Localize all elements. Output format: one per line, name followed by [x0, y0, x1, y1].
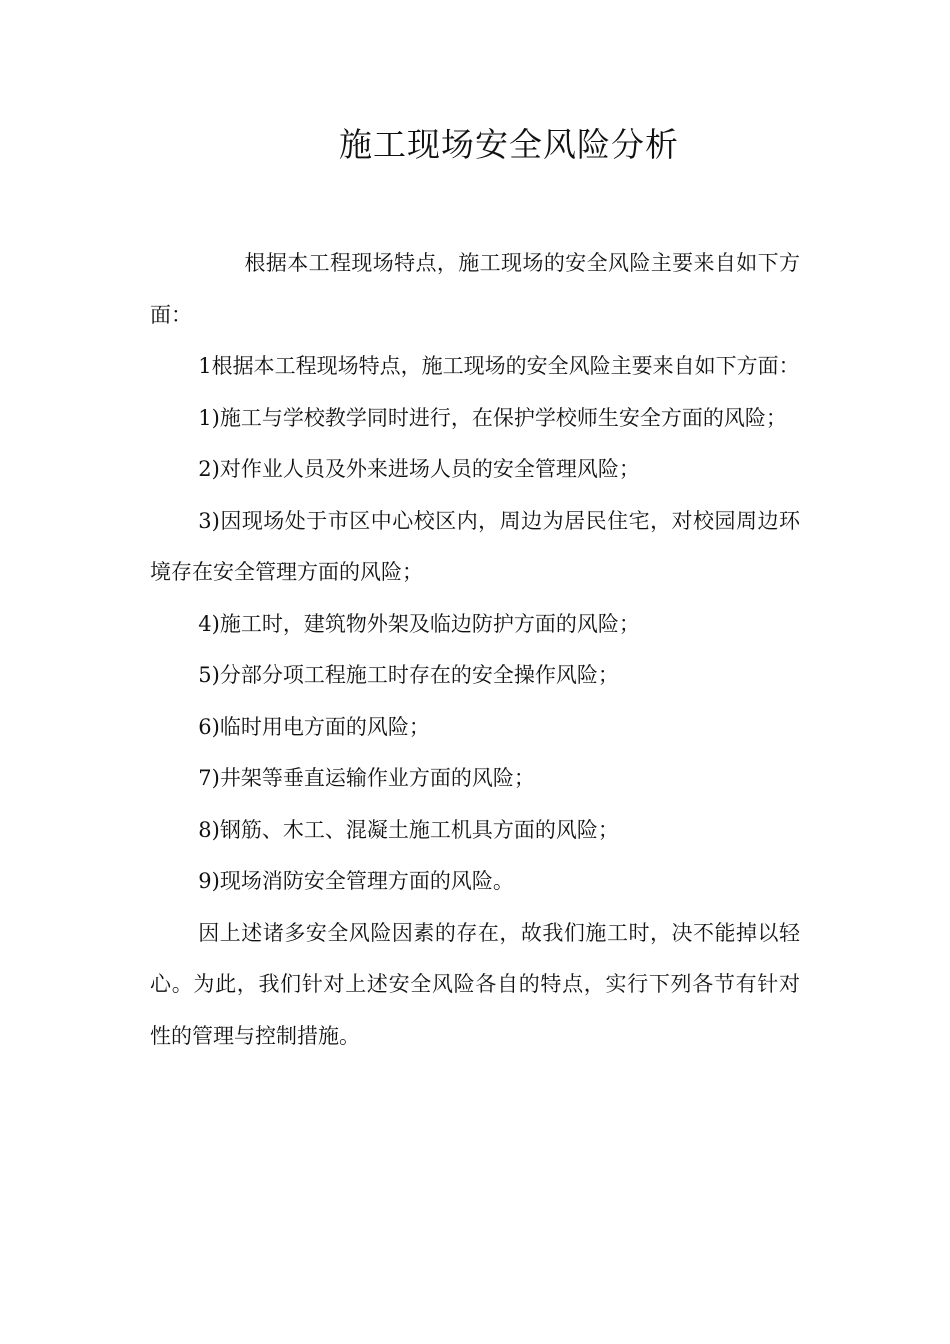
risk-item-4: 4)施工时，建筑物外架及临边防护方面的风险； [198, 611, 640, 636]
risk-item-3: 3)因现场处于市区中心校区内，周边为居民住宅，对校园周边环境存在安全管理方面的风险； [150, 508, 800, 584]
risk-item-8: 8)钢筋、木工、混凝土施工机具方面的风险； [198, 817, 619, 842]
risk-item-5: 5)分部分项工程施工时存在的安全操作风险； [198, 663, 619, 687]
conclusion-paragraph: 因上述诸多安全风险因素的存在，故我们施工时，决不能掉以轻心。为此，我们针对上述安全风险各自的特点，实行下列各节有针对性的管理与控制措施。 [150, 920, 800, 1048]
risk-item-9: 9)现场消防安全管理方面的风险。 [198, 869, 514, 893]
intro-paragraph: 根据本工程现场特点，施工现场的安全风险主要来自如下方面： [150, 251, 800, 327]
risk-item-6: 6)临时用电方面的风险； [198, 714, 430, 739]
document-title: 施工现场安全风险分析 [339, 125, 679, 164]
risk-item-1: 1)施工与学校教学同时进行，在保护学校师生安全方面的风险； [198, 405, 787, 430]
risk-item-2: 2)对作业人员及外来进场人员的安全管理风险； [198, 457, 640, 481]
paragraph-1: 1根据本工程现场特点，施工现场的安全风险主要来自如下方面： [198, 354, 800, 378]
document-body [150, 238, 800, 1062]
risk-item-7: 7)井架等垂直运输作业方面的风险； [198, 766, 535, 790]
